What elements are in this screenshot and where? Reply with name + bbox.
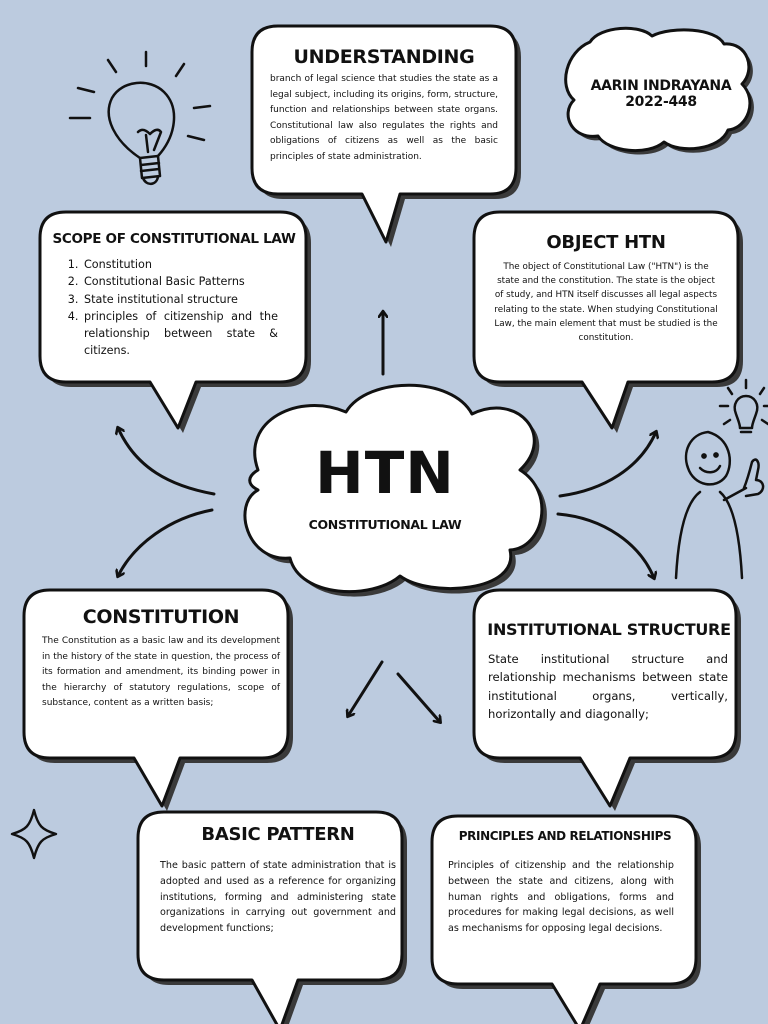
arrow-to-institutional xyxy=(558,514,654,578)
arrow-to-basic-pattern xyxy=(348,662,382,716)
author-name: AARIN INDRAYANA xyxy=(590,78,732,94)
arrow-to-principles xyxy=(398,674,440,722)
basic-pattern-title: BASIC PATTERN xyxy=(201,824,355,845)
center-section xyxy=(260,438,510,534)
principles-text: Principles of citizenship and the relationship between the state and citizens, along with human rights and obligations, forms and procedures for making legal decisions, as well as mechanisms for opposing legal decisions. xyxy=(448,860,674,935)
arrow-to-scope xyxy=(118,428,214,494)
sparkle-icon xyxy=(12,810,56,858)
center-subtitle: CONSTITUTIONAL LAW xyxy=(308,517,462,532)
arrow-to-object xyxy=(560,432,656,496)
scope-list-item: 4. principles of citizenship and the relationship between state & citizens. xyxy=(82,308,300,360)
arrow-to-constitution xyxy=(118,510,212,576)
lightbulb-icon xyxy=(70,52,210,184)
person-idea-icon xyxy=(676,380,768,578)
object-title: OBJECT HTN xyxy=(546,232,666,253)
basic-pattern-section xyxy=(160,822,396,937)
scope-list-item: 1. Constitution xyxy=(82,256,300,273)
scope-title: SCOPE OF CONSTITUTIONAL LAW xyxy=(52,231,296,247)
understanding-text: branch of legal science that studies the state as a legal subject, including its origins, form, structure, function and relationships between state organs. Constitutional law also regulates the rights and obligations of citizens as well as the basic principles of state administration. xyxy=(270,74,498,162)
scope-section xyxy=(48,228,300,360)
understanding-title: UNDERSTANDING xyxy=(293,46,475,68)
constitution-text: The Constitution as a basic law and its development in the history of the state in question, the process of its formation and amendment, its binding power in the hierarchy of statutory regulations, scope of substance, content as a written basis; xyxy=(42,636,280,709)
object-section xyxy=(486,230,726,345)
constitution-title: CONSTITUTION xyxy=(82,606,240,628)
institutional-section xyxy=(478,618,740,724)
scope-list-item: 2. Constitutional Basic Patterns xyxy=(82,273,300,290)
center-title: HTN xyxy=(315,439,455,507)
principles-section xyxy=(440,826,690,937)
object-text: The object of Constitutional Law ("HTN") is the state and the constitution. The state is the object of study, and HTN itself discusses all legal aspects relating to the state. When studying Constitutional Law, the main element that must be studied is the constitution. xyxy=(494,262,718,344)
understanding-section xyxy=(270,44,498,166)
author-id: 2022-448 xyxy=(625,94,697,110)
scope-list xyxy=(48,256,300,360)
principles-title: PRINCIPLES AND RELATIONSHIPS xyxy=(458,829,672,843)
basic-pattern-text: The basic pattern of state administration that is adopted and used as a reference for organizing institutions, forming and administering state organizations in carrying out government and development functions; xyxy=(160,860,396,935)
author-label xyxy=(566,78,756,110)
institutional-text: State institutional structure and relationship mechanisms between state institutional organs, vertically, horizontally and diagonally; xyxy=(488,652,728,722)
constitution-section xyxy=(42,604,280,712)
institutional-title: INSTITUTIONAL STRUCTURE xyxy=(487,620,731,639)
scope-list-item: 3. State institutional structure xyxy=(82,291,300,308)
